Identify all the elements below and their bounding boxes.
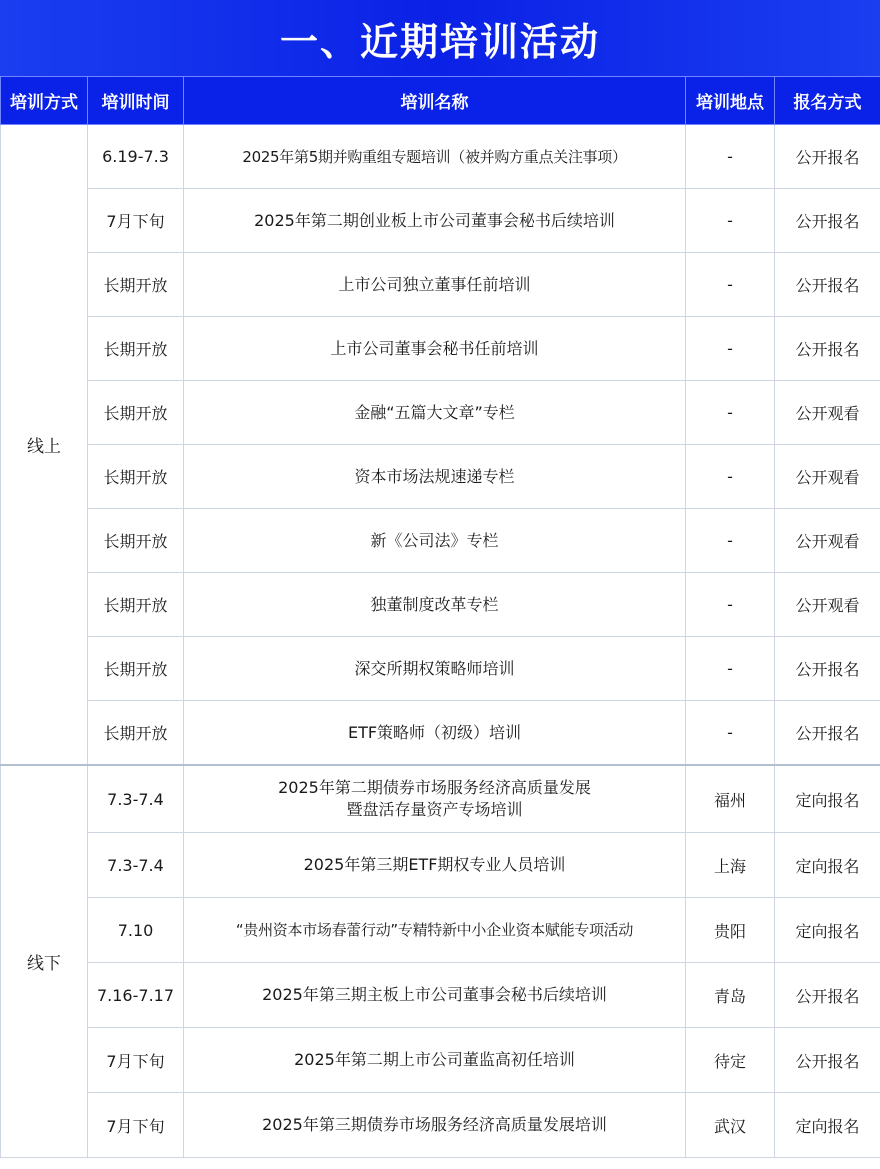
table-row <box>1 1028 880 1093</box>
training-location: - <box>686 125 775 189</box>
registration-method: 公开观看 <box>775 445 880 509</box>
training-mode-offline: 线下 <box>1 765 88 1158</box>
training-date: 长期开放 <box>88 253 184 317</box>
header-name: 培训名称 <box>184 77 686 125</box>
header-location: 培训地点 <box>686 77 775 125</box>
table-row <box>1 765 880 833</box>
table-row <box>1 963 880 1028</box>
training-name-line: 2025年第二期债券市场服务经济高质量发展 <box>278 778 591 797</box>
training-name-line: 2025年第三期债券市场服务经济高质量发展培训 <box>262 1115 607 1134</box>
header-registration: 报名方式 <box>775 77 880 125</box>
table-row <box>1 509 880 573</box>
table-row <box>1 253 880 317</box>
training-table <box>0 76 880 1158</box>
training-name <box>184 317 686 381</box>
training-date: 长期开放 <box>88 445 184 509</box>
training-name <box>184 1028 686 1093</box>
table-row <box>1 125 880 189</box>
registration-method: 定向报名 <box>775 765 880 833</box>
registration-method: 定向报名 <box>775 1093 880 1158</box>
training-date: 长期开放 <box>88 381 184 445</box>
header-mode: 培训方式 <box>1 77 88 125</box>
training-location: - <box>686 573 775 637</box>
table-row <box>1 381 880 445</box>
training-location: - <box>686 189 775 253</box>
training-name <box>184 963 686 1028</box>
training-location: - <box>686 253 775 317</box>
training-date: 7月下旬 <box>88 1093 184 1158</box>
table-row <box>1 637 880 701</box>
page-title: 一、近期培训活动 <box>0 0 880 76</box>
training-location: 福州 <box>686 765 775 833</box>
training-date: 长期开放 <box>88 573 184 637</box>
training-name-line: 2025年第三期主板上市公司董事会秘书后续培训 <box>262 985 607 1004</box>
training-date: 7月下旬 <box>88 189 184 253</box>
table-header-row <box>1 77 880 125</box>
training-date: 7.10 <box>88 898 184 963</box>
training-location: - <box>686 637 775 701</box>
training-name <box>184 445 686 509</box>
registration-method: 公开观看 <box>775 381 880 445</box>
registration-method: 公开报名 <box>775 1028 880 1093</box>
training-date: 长期开放 <box>88 701 184 766</box>
training-name-line: 金融“五篇大文章”专栏 <box>354 402 515 422</box>
training-name <box>184 189 686 253</box>
table-row <box>1 833 880 898</box>
training-name-line: 2025年第5期并购重组专题培训（被并购方重点关注事项） <box>242 147 627 166</box>
training-date: 7.3-7.4 <box>88 833 184 898</box>
training-name-line: 深交所期权策略师培训 <box>354 658 515 678</box>
registration-method: 定向报名 <box>775 833 880 898</box>
training-location: - <box>686 701 775 766</box>
training-name <box>184 1093 686 1158</box>
training-name <box>184 701 686 766</box>
training-name <box>184 573 686 637</box>
registration-method: 公开报名 <box>775 189 880 253</box>
registration-method: 公开报名 <box>775 963 880 1028</box>
training-name-line: 资本市场法规速递专栏 <box>354 466 515 486</box>
training-name-line: 2025年第二期创业板上市公司董事会秘书后续培训 <box>254 210 615 230</box>
training-date: 长期开放 <box>88 317 184 381</box>
registration-method: 公开报名 <box>775 637 880 701</box>
training-date: 7.3-7.4 <box>88 765 184 833</box>
registration-method: 公开报名 <box>775 253 880 317</box>
training-location: - <box>686 445 775 509</box>
table-row <box>1 573 880 637</box>
training-name <box>184 833 686 898</box>
table-row <box>1 445 880 509</box>
training-name-line: 上市公司董事会秘书任前培训 <box>330 338 539 358</box>
registration-method: 公开报名 <box>775 317 880 381</box>
training-date: 长期开放 <box>88 509 184 573</box>
training-date: 7月下旬 <box>88 1028 184 1093</box>
training-name <box>184 253 686 317</box>
training-name <box>184 125 686 189</box>
training-date: 7.16-7.17 <box>88 963 184 1028</box>
training-name-line: 新《公司法》专栏 <box>370 530 499 550</box>
training-location: - <box>686 509 775 573</box>
registration-method: 公开观看 <box>775 509 880 573</box>
table-row <box>1 701 880 766</box>
training-name-line: ETF策略师（初级）培训 <box>347 722 522 742</box>
training-name <box>184 509 686 573</box>
training-location: - <box>686 317 775 381</box>
training-name-line: “贵州资本市场春蕾行动”专精特新中小企业资本赋能专项活动 <box>235 921 634 939</box>
training-name-line: 独董制度改革专栏 <box>370 594 499 614</box>
table-row <box>1 898 880 963</box>
training-name-line: 2025年第三期ETF期权专业人员培训 <box>303 855 566 874</box>
training-mode-online: 线上 <box>1 125 88 766</box>
training-date: 长期开放 <box>88 637 184 701</box>
training-name-line: 暨盘活存量资产专场培训 <box>346 800 523 819</box>
training-name-line: 2025年第二期上市公司董监高初任培训 <box>294 1050 575 1069</box>
registration-method: 公开报名 <box>775 701 880 766</box>
header-date: 培训时间 <box>88 77 184 125</box>
registration-method: 公开观看 <box>775 573 880 637</box>
training-location: 青岛 <box>686 963 775 1028</box>
training-location: 贵阳 <box>686 898 775 963</box>
training-location: - <box>686 381 775 445</box>
training-location: 武汉 <box>686 1093 775 1158</box>
training-name <box>184 637 686 701</box>
table-row <box>1 189 880 253</box>
table-body <box>1 125 880 1158</box>
training-name <box>184 765 686 833</box>
training-location: 待定 <box>686 1028 775 1093</box>
registration-method: 公开报名 <box>775 125 880 189</box>
table-row <box>1 317 880 381</box>
registration-method: 定向报名 <box>775 898 880 963</box>
training-date: 6.19-7.3 <box>88 125 184 189</box>
training-location: 上海 <box>686 833 775 898</box>
training-name-line: 上市公司独立董事任前培训 <box>338 274 531 294</box>
training-name <box>184 898 686 963</box>
training-name <box>184 381 686 445</box>
table-row <box>1 1093 880 1158</box>
